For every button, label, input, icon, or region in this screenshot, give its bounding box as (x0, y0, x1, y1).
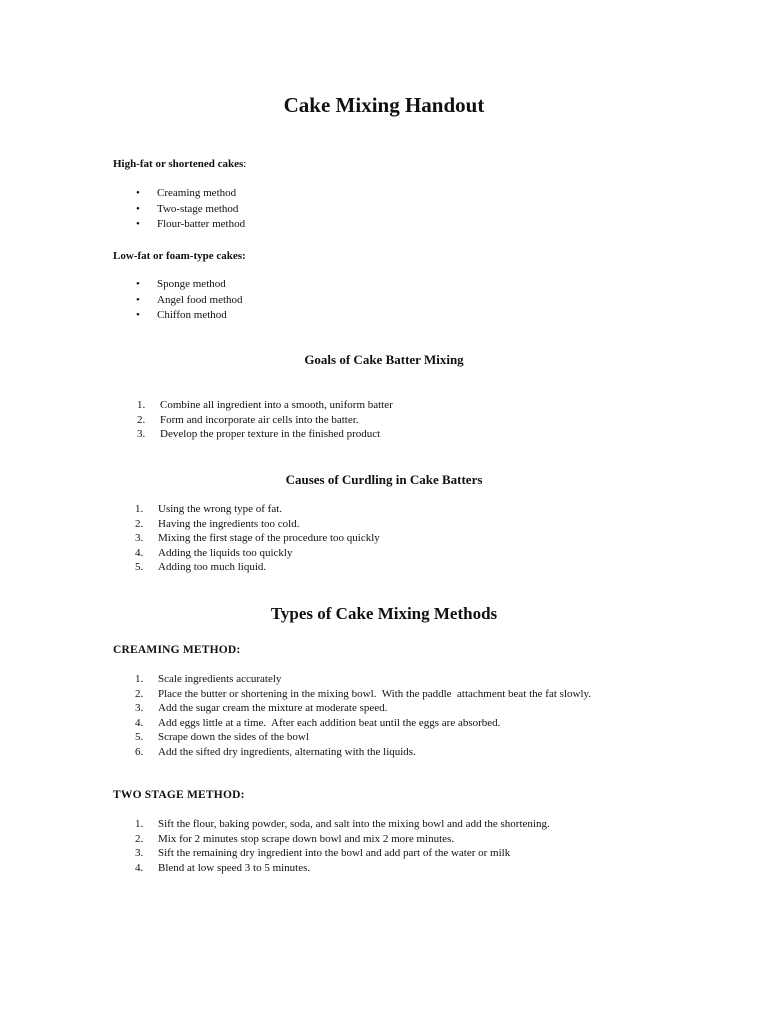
goals-list (137, 398, 393, 442)
number-marker: 3. (135, 702, 144, 715)
list-item-text: Scale ingredients accurately (158, 673, 282, 685)
number-marker: 1. (135, 673, 144, 685)
high-fat-label (113, 157, 246, 171)
bullet-marker: • (136, 187, 140, 199)
list-item-text: Flour-batter method (157, 218, 246, 230)
number-marker: 4. (135, 716, 144, 729)
list-item (137, 413, 393, 428)
curdling-list (135, 502, 380, 575)
bullet-marker: • (136, 278, 140, 290)
list-item-text: Mix for 2 minutes stop scrape down bowl and mix 2 more minutes. (158, 832, 455, 845)
list-item (136, 202, 245, 218)
bullet-marker: • (136, 218, 140, 230)
list-item (136, 293, 243, 309)
list-item (135, 560, 380, 575)
list-item-text: Add the sifted dry ingredients, alternating with the liquids. (158, 745, 416, 758)
list-item-text: Form and incorporate air cells into the batter. (160, 413, 359, 426)
list-item-text: Place the butter or shortening in the mixing bowl. With the paddle attachment beat the fat slowly. (158, 687, 592, 700)
number-marker: 3. (135, 847, 144, 860)
list-item (135, 832, 550, 847)
list-item-text: Scrape down the sides of the bowl (158, 731, 309, 744)
goals-heading: Goals of Cake Batter Mixing (304, 352, 464, 367)
list-item (135, 716, 591, 731)
bullet-marker: • (136, 202, 140, 215)
number-marker: 5. (135, 731, 144, 744)
list-item-text: Adding too much liquid. (158, 561, 267, 573)
list-item (135, 846, 550, 861)
list-item (135, 546, 380, 561)
number-marker: 1. (135, 818, 144, 830)
list-item-text: Adding the liquids too quickly (158, 546, 293, 559)
number-marker: 3. (135, 532, 144, 544)
page-title: Cake Mixing Handout (283, 93, 485, 117)
number-marker: 2. (135, 832, 144, 845)
list-item (136, 277, 243, 293)
high-fat-list (136, 186, 246, 233)
list-item (135, 531, 380, 546)
list-item (135, 672, 591, 687)
list-item-text: Creaming method (157, 187, 237, 199)
list-item (137, 398, 393, 413)
list-item-text: Sift the flour, baking powder, soda, and salt into the mixing bowl and add the shortening. (158, 818, 550, 830)
number-marker: 4. (135, 861, 144, 874)
number-marker: 3. (137, 428, 146, 440)
list-item (137, 427, 393, 442)
list-item (135, 730, 591, 745)
number-marker: 4. (135, 546, 144, 559)
list-item-text: Sponge method (157, 278, 226, 290)
creaming-label: CREAMING METHOD: (113, 644, 241, 656)
list-item-text: Chiffon method (157, 309, 227, 321)
list-item-text: Sift the remaining dry ingredient into the bowl and add part of the water or milk (158, 847, 511, 860)
number-marker: 2. (135, 517, 144, 530)
list-item-text: Add the sugar cream the mixture at moderate speed. (158, 702, 388, 715)
list-item-text: Develop the proper texture in the finished product (160, 428, 381, 440)
number-marker: 2. (137, 413, 146, 426)
list-item-text: Having the ingredients too cold. (158, 517, 300, 530)
list-item (135, 861, 550, 876)
low-fat-label: Low-fat or foam-type cakes: (113, 250, 246, 262)
creaming-list (135, 672, 592, 760)
list-item (135, 701, 591, 716)
types-heading: Types of Cake Mixing Methods (270, 604, 498, 623)
list-item (135, 817, 550, 832)
list-item (135, 517, 380, 532)
bullet-marker: • (136, 293, 140, 306)
list-item (136, 308, 243, 324)
list-item-text: Mixing the first stage of the procedure too quickly (158, 532, 380, 544)
list-item (135, 502, 380, 517)
list-item-text: Two-stage method (157, 202, 239, 215)
list-item-text: Angel food method (157, 293, 243, 306)
high-fat-label-text: High-fat or shortened cakes (113, 158, 244, 170)
number-marker: 6. (135, 745, 144, 758)
list-item-text: Add eggs little at a time. After each addition beat until the eggs are absorbed. (158, 716, 501, 729)
curdling-heading: Causes of Curdling in Cake Batters (285, 472, 483, 487)
list-item (136, 186, 245, 202)
list-item-text: Using the wrong type of fat. (158, 503, 283, 515)
number-marker: 1. (135, 503, 144, 515)
number-marker: 1. (137, 399, 146, 411)
bullet-marker: • (136, 309, 140, 321)
list-item-text: Combine all ingredient into a smooth, uniform batter (160, 399, 393, 411)
list-item (135, 687, 592, 702)
two-stage-list (135, 817, 550, 875)
low-fat-list (136, 277, 243, 324)
list-item (136, 217, 246, 233)
two-stage-label: TWO STAGE METHOD: (113, 789, 245, 801)
number-marker: 5. (135, 561, 144, 573)
list-item (135, 745, 591, 760)
high-fat-label-colon: : (243, 158, 247, 170)
list-item-text: Blend at low speed 3 to 5 minutes. (158, 861, 311, 874)
number-marker: 2. (135, 687, 144, 700)
